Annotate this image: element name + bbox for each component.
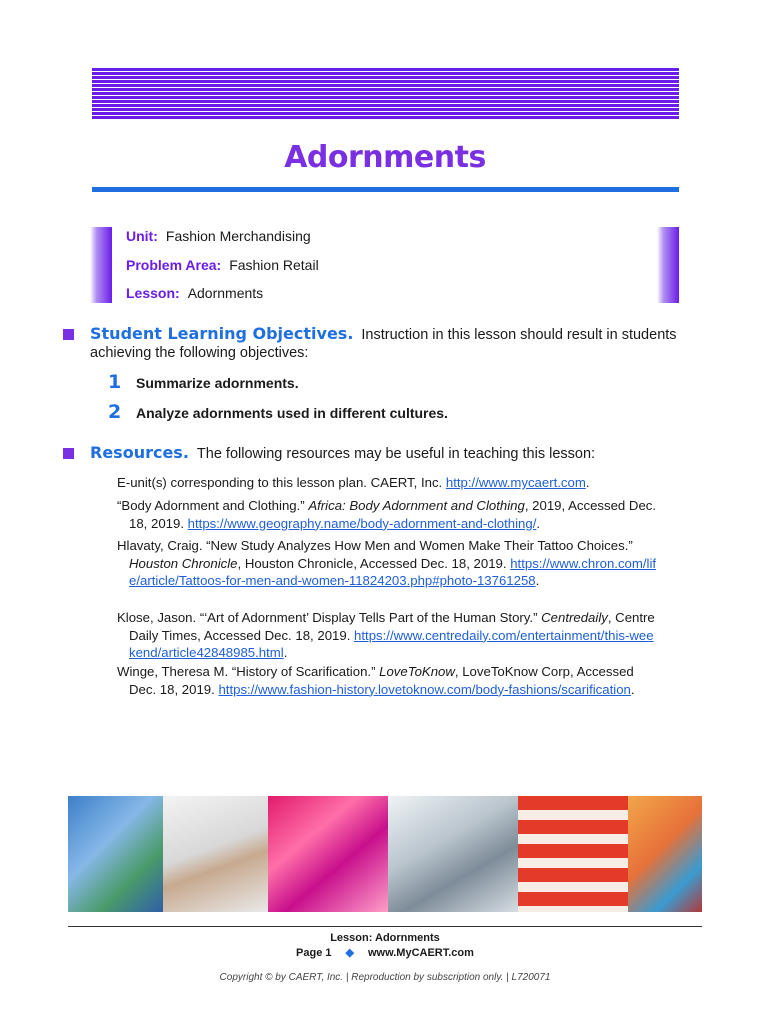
resource-item: E-unit(s) corresponding to this lesson plan. CAERT, Inc. http://www.mycaert.com. <box>117 475 590 490</box>
objective-text: Summarize adornments. <box>136 375 299 391</box>
resources-heading: Resources. <box>90 443 189 462</box>
resource-text: , 2019, Accessed Dec. 18, 2019. <box>129 498 657 531</box>
resource-title: LoveToKnow <box>379 664 455 679</box>
problem-area-key: Problem Area: <box>126 257 222 273</box>
resources-intro: The following resources may be useful in teaching this lesson: <box>196 446 596 462</box>
resource-text: “Body Adornment and Clothing.” <box>117 498 309 513</box>
resource-title: Africa: Body Adornment and Clothing <box>308 498 525 513</box>
objectives-heading-line <box>90 324 677 345</box>
objectives-intro-cont: achieving the following objectives: <box>90 345 309 361</box>
objectives-bullet-icon <box>63 329 74 340</box>
resource-link[interactable]: https://www.centredaily.com/entertainment/this-weekend/article42848985.html <box>129 627 654 660</box>
resource-text: E-unit(s) corresponding to this lesson plan. CAERT, Inc. <box>117 475 446 490</box>
fabric-swatches-image <box>68 796 163 912</box>
cutting-fabric-image <box>628 796 702 912</box>
diamond-icon: ◆ <box>345 947 354 959</box>
page-title: Adornments <box>284 140 486 175</box>
footer-site[interactable]: www.MyCAERT.com <box>367 947 474 959</box>
objective-number: 2 <box>108 401 122 423</box>
resource-text: Hlavaty, Craig. “New Study Analyzes How Men and Women Make Their Tattoo Choices.” <box>117 538 633 553</box>
resource-title: Houston Chronicle <box>129 555 238 571</box>
title-rule <box>92 187 679 192</box>
resource-link[interactable]: https://www.geography.name/body-adornment-and-clothing/ <box>187 515 537 531</box>
red-white-textile-image <box>518 796 628 912</box>
resource-link[interactable]: http://www.mycaert.com <box>445 475 586 490</box>
resource-item: “Body Adornment and Clothing.” Africa: Body Adornment and Clothing, 2019, Accessed Dec. 18, 2019. https://www.geography.name/body-adornment-and-clothing/. <box>117 498 657 531</box>
footer-rule <box>68 926 702 927</box>
objectives-intro: Instruction in this lesson should result in students <box>361 327 677 343</box>
objective-text: Analyze adornments used in different cultures. <box>136 405 448 421</box>
resource-text: , LoveToKnow Corp, Accessed Dec. 18, 2019. <box>129 664 634 697</box>
sketch-paper-image <box>163 796 268 912</box>
fashion-photo-banner <box>68 796 702 912</box>
footer-copyright: Copyright © by CAERT, Inc. | Reproduction by subscription only. | L720071 <box>219 972 551 983</box>
objectives-heading: Student Learning Objectives. <box>90 324 354 343</box>
footer-page: Page 1 <box>296 947 332 959</box>
resource-title: Centredaily <box>541 610 608 625</box>
right-accent-bar <box>657 227 679 303</box>
pink-fabric-image <box>268 796 388 912</box>
resource-link[interactable]: https://www.fashion-history.lovetoknow.com/body-fashions/scarification <box>218 681 631 697</box>
lesson-line <box>126 285 263 301</box>
sewing-machine-image <box>388 796 518 912</box>
objective-number: 1 <box>108 371 122 393</box>
left-accent-bar <box>90 227 112 303</box>
objective-item <box>108 401 448 423</box>
lesson-key: Lesson: <box>126 285 180 301</box>
resource-link[interactable]: https://www.chron.com/life/article/Tattoos-for-men-and-women-11824203.php#photo-13761258 <box>129 555 657 588</box>
resource-text: , Houston Chronicle, Accessed Dec. 18, 2019. <box>237 555 511 571</box>
resource-item: Hlavaty, Craig. “New Study Analyzes How Men and Women Make Their Tattoo Choices.” Houston Chronicle, Houston Chronicle, Accessed Dec. 18, 2019. https://www.chron.com/life/article/Tattoos-for-men-and-women-11824203.php#photo-13761258. <box>117 538 657 588</box>
resource-item: Winge, Theresa M. “History of Scarification.” LoveToKnow, LoveToKnow Corp, Accessed Dec. 18, 2019. https://www.fashion-history.lovetoknow.com/body-fashions/scarification. <box>117 664 635 697</box>
footer-lesson: Lesson: Adornments <box>330 932 440 944</box>
header-stripes <box>92 68 679 120</box>
resource-text: Klose, Jason. “‘Art of Adornment’ Display Tells Part of the Human Story.” <box>117 610 542 625</box>
unit-line <box>126 228 311 244</box>
problem-area-value: Fashion Retail <box>229 257 319 273</box>
resource-text: Winge, Theresa M. “History of Scarification.” <box>117 664 380 679</box>
resource-item: Klose, Jason. “‘Art of Adornment’ Display Tells Part of the Human Story.” Centredaily, Centre Daily Times, Accessed Dec. 18, 2019. https://www.centredaily.com/entertainment/this-weekend/article42848985.html. <box>117 610 655 660</box>
resources-bullet-icon <box>63 448 74 459</box>
unit-key: Unit: <box>126 228 158 244</box>
footer-page-line <box>0 946 770 959</box>
lesson-value: Adornments <box>187 285 264 301</box>
unit-value: Fashion Merchandising <box>165 228 311 244</box>
resources-heading-line <box>90 443 595 464</box>
objective-item <box>108 371 299 393</box>
problem-area-line <box>126 257 319 273</box>
resource-text: , Centre Daily Times, Accessed Dec. 18, 2019. <box>129 610 655 643</box>
